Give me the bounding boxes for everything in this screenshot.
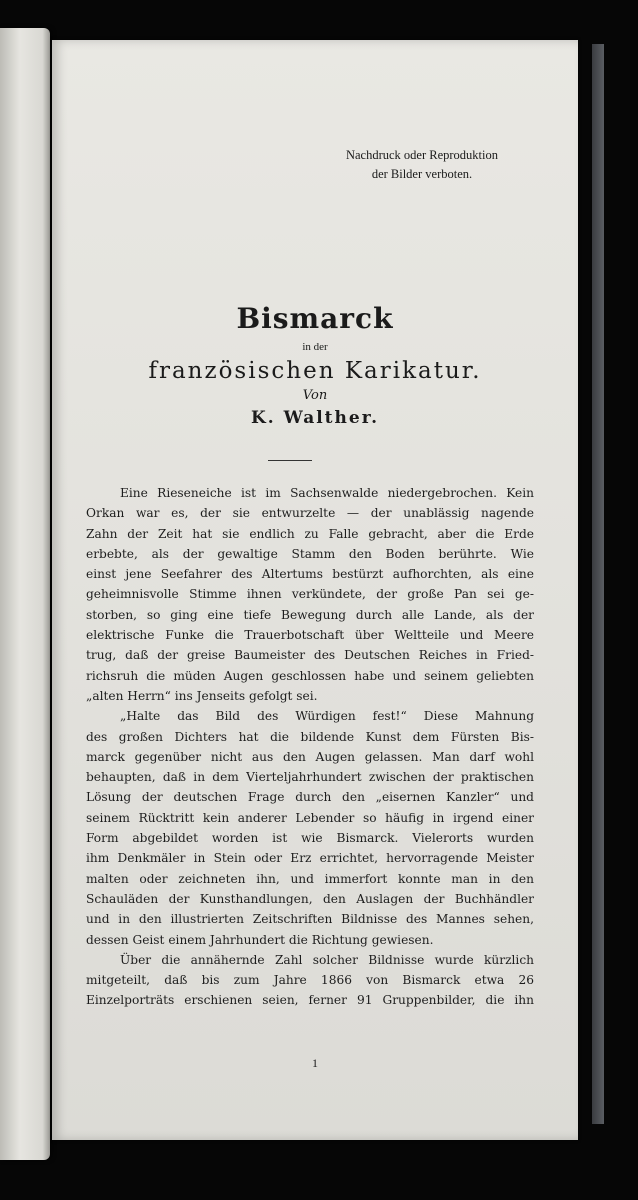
text-line: erbebte, als der gewaltige Stamm den Boden berührte. Wie — [86, 546, 534, 561]
text-line: storben, so ging eine tiefe Bewegung durch alle Lande, als der — [86, 607, 534, 622]
title-connector: in der — [302, 341, 328, 353]
text-line: einst jene Seefahrer des Altertums bestürzt aufhorchten, als eine — [86, 567, 534, 582]
byline-von: Von — [302, 388, 328, 403]
text-line: malten oder zeichneten ihn, und immerfort konnte man in den — [86, 871, 534, 886]
text-line: Orkan war es, der sie entwurzelte — der unablässig nagende — [86, 506, 534, 521]
text-line: Lösung der deutschen Frage durch den „eisernen Kanzler“ und — [86, 790, 534, 805]
text-line: „Halte das Bild des Würdigen fest!“ Diese Mahnung — [120, 709, 534, 724]
article-title: Bismarck — [236, 302, 394, 335]
text-line: marck gegenüber nicht aus den Augen gelassen. Man darf wohl — [86, 749, 534, 764]
text-line: elektrische Funke die Trauerbotschaft über Weltteile und Meere — [86, 628, 534, 643]
left-page-edge — [0, 28, 50, 1160]
text-line: ihm Denkmäler in Stein oder Erz errichtet, hervorragende Meister — [86, 851, 534, 866]
text-line: geheimnisvolle Stimme ihnen verkündete, der große Pan sei ge- — [86, 587, 534, 602]
book-cover-edge — [592, 44, 604, 1124]
text-line: mitgeteilt, daß bis zum Jahre 1866 von Bismarck etwa 26 — [86, 973, 534, 988]
text-line: Eine Rieseneiche ist im Sachsenwalde niedergebrochen. Kein — [120, 486, 534, 500]
text-line: Schauläden der Kunsthandlungen, den Auslagen der Buchhändler — [86, 891, 534, 906]
text-line: richsruh die müden Augen geschlossen habe und seinem geliebten — [86, 668, 534, 683]
text-line: und in den illustrierten Zeitschriften Bildnisse des Mannes sehen, — [86, 912, 534, 927]
text-line: trug, daß der greise Baumeister des Deutschen Reiches in Fried- — [86, 648, 534, 663]
reproduction-notice — [346, 146, 498, 184]
text-line: Einzelporträts erschienen seien, ferner 91 Gruppenbilder, die ihn — [86, 993, 534, 1008]
text-line: seinem Rücktritt kein anderer Lebender so häufig in irgend einer — [86, 810, 534, 825]
author-name: K. Walther. — [250, 408, 380, 428]
text-line: des großen Dichters hat die bildende Kunst dem Fürsten Bis- — [86, 729, 534, 744]
text-line: behaupten, daß in dem Vierteljahrhundert zwischen der praktischen — [86, 770, 534, 785]
text-line: Form abgebildet worden ist wie Bismarck. Vielerorts wurden — [86, 831, 534, 846]
book-page — [52, 40, 578, 1140]
title-divider — [268, 460, 312, 461]
notice-line-2: der Bilder verboten. — [371, 167, 473, 181]
article-body — [86, 483, 534, 1011]
text-line: Zahn der Zeit hat sie endlich zu Falle gebracht, aber die Erde — [86, 526, 534, 541]
page-number: 1 — [312, 1056, 318, 1070]
text-line: „alten Herrn“ ins Jenseits gefolgt sei. — [86, 688, 318, 703]
text-line: Über die annähernde Zahl solcher Bildnisse wurde kürzlich — [120, 952, 534, 967]
text-line: dessen Geist einem Jahrhundert die Richtung gewiesen. — [86, 932, 434, 947]
article-subtitle: französischen Karikatur. — [148, 358, 482, 384]
notice-line-1: Nachdruck oder Reproduktion — [345, 148, 498, 162]
